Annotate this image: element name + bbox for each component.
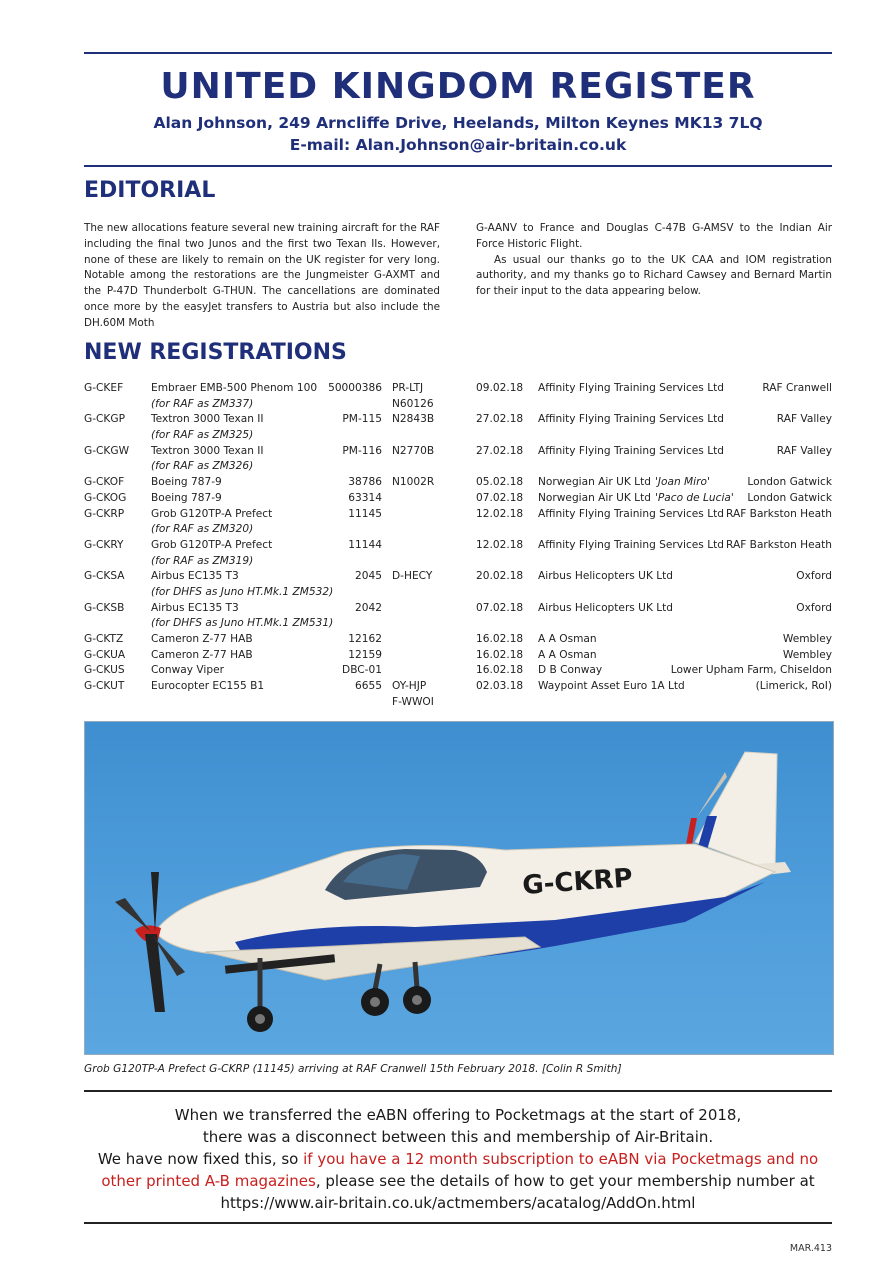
cell-owner-text: Norwegian Air UK Ltd (538, 476, 651, 489)
notice-line-4-highlight: other printed A-B magazines (101, 1172, 316, 1190)
author-address: Alan Johnson, 249 Arncliffe Drive, Heelands, Milton Keynes MK13 7LQ (153, 114, 763, 132)
cell-loc: RAF Barkston Heath (726, 507, 832, 520)
notice-line-3-highlight: if you have a 12 month subscription to eABN via Pocketmags and no (303, 1150, 819, 1168)
cell-date: 12.02.18 (476, 538, 524, 551)
cell-date: 07.02.18 (476, 601, 524, 614)
cell-own: Waypoint Asset Euro 1A Ltd (538, 680, 685, 693)
cell-note: (for RAF as ZM319) (151, 554, 254, 567)
registrations-heading: NEW REGISTRATIONS (84, 340, 347, 365)
cell-cn: PM-115 (342, 413, 382, 426)
cell-note: (for RAF as ZM337) (151, 397, 254, 410)
cell-own: Affinity Flying Training Services Ltd (538, 538, 724, 551)
cell-type: Airbus EC135 T3 (151, 570, 239, 583)
cell-prev2: F-WWOI (392, 695, 434, 708)
editorial-paragraph-1b: G-AANV to France and Douglas C-47B G-AMSV to the Indian Air Force Historic Flight. (476, 222, 832, 250)
cell-loc: RAF Valley (776, 444, 832, 457)
cell-type: Embraer EMB-500 Phenom 100 (151, 382, 318, 394)
cell-date: 20.02.18 (476, 570, 524, 583)
cell-prev: OY-HJP (392, 680, 427, 693)
table-row (84, 601, 832, 632)
cell-date: 07.02.18 (476, 491, 524, 504)
cell-own: Affinity Flying Training Services Ltd (538, 413, 724, 426)
table-row (84, 491, 832, 507)
editorial-paragraph-1a: The new allocations feature several new training aircraft for the RAF including the final two Junos and the first two Texan IIs. However, none of these are likely to remain on the UK register for very long. Notable among the restorations are the Jungmeister G-AXMT and the P-47D Thunderbolt G-THUN. The cancellations are dominated once more by the easyJet transfers to Austria but also include the DH.60M Moth (84, 222, 440, 329)
cell-own (538, 491, 734, 507)
cell-reg: G-CKOF (84, 476, 125, 489)
cell-own: Airbus Helicopters UK Ltd (538, 570, 674, 583)
table-row (84, 412, 832, 443)
editorial-heading: EDITORIAL (84, 178, 216, 203)
cell-reg: G-CKTZ (84, 633, 124, 646)
cell-loc: Wembley (782, 633, 832, 646)
cell-cn: 11145 (348, 507, 382, 520)
table-row (84, 632, 832, 648)
notice-line-3 (84, 1148, 832, 1170)
page-number: MAR.413 (789, 1243, 832, 1254)
cell-cn: 6655 (355, 680, 382, 693)
photo-caption: Grob G120TP-A Prefect G-CKRP (11145) arriving at RAF Cranwell 15th February 2018. [Colin R Smith] (84, 1063, 622, 1075)
cell-note: (for DHFS as Juno HT.Mk.1 ZM531) (151, 617, 334, 630)
cell-loc: Oxford (796, 570, 832, 583)
cell-type: Cameron Z-77 HAB (151, 648, 253, 661)
cell-cn: PM-116 (342, 444, 382, 457)
cell-reg: G-CKRP (84, 507, 125, 520)
notice-link[interactable]: https://www.air-britain.co.uk/actmembers/acatalog/AddOn.html (220, 1194, 696, 1212)
header-rule (84, 165, 832, 167)
page-title: UNITED KINGDOM REGISTER (160, 66, 756, 107)
notice-top-rule (84, 1090, 832, 1092)
cell-own: D B Conway (538, 664, 603, 677)
cell-own: Airbus Helicopters UK Ltd (538, 601, 674, 614)
cell-prev: N2843B (392, 413, 435, 426)
cell-owner-text: Norwegian Air UK Ltd (538, 491, 651, 504)
table-row (84, 648, 832, 664)
cell-own (538, 475, 710, 491)
cell-loc: Oxford (796, 601, 832, 614)
cell-type: Textron 3000 Texan II (151, 444, 264, 457)
cell-reg: G-CKUA (84, 648, 126, 661)
cell-type: Boeing 787-9 (151, 491, 222, 504)
cell-reg: G-CKGW (84, 444, 130, 457)
notice-line-2: there was a disconnect between this and membership of Air-Britain. (202, 1128, 714, 1146)
top-rule (84, 52, 832, 54)
author-email[interactable]: E-mail: Alan.Johnson@air-britain.co.uk (289, 136, 627, 154)
cell-reg: G-CKSA (84, 570, 125, 583)
cell-type: Grob G120TP-A Prefect (151, 507, 273, 520)
cell-note: (for RAF as ZM326) (151, 460, 254, 473)
cell-own: Affinity Flying Training Services Ltd (538, 507, 724, 520)
editorial-paragraph-2: As usual our thanks go to the UK CAA and IOM registration authority, and my thanks go to Richard Cawsey and Bernard Martin for their input to the data appearing below. (476, 253, 832, 298)
table-row (84, 475, 832, 491)
cell-loc: (Limerick, RoI) (755, 680, 832, 693)
cell-cn: 38786 (348, 476, 382, 489)
cell-loc: RAF Barkston Heath (726, 538, 832, 551)
cell-own: A A Osman (538, 633, 597, 646)
cell-cn: DBC-01 (342, 664, 382, 677)
table-row (84, 569, 832, 600)
cell-note: (for RAF as ZM320) (151, 523, 254, 536)
notice-bottom-rule (84, 1222, 832, 1224)
cell-prev: D-HECY (392, 570, 433, 583)
table-row (84, 679, 832, 710)
editorial-column-1 (84, 221, 440, 332)
cell-type: Conway Viper (151, 664, 224, 677)
cell-prev: N2770B (392, 444, 435, 457)
cell-note: (for DHFS as Juno HT.Mk.1 ZM532) (151, 586, 334, 599)
cell-prev2: N60126 (392, 397, 434, 410)
notice-line-1: When we transferred the eABN offering to Pocketmags at the start of 2018, (174, 1106, 742, 1124)
registrations-table (84, 381, 832, 711)
notice-line-4-text: , please see the details of how to get your membership number at (315, 1172, 815, 1190)
cell-type: Eurocopter EC155 B1 (151, 680, 265, 693)
cell-type: Cameron Z-77 HAB (151, 633, 253, 646)
table-row (84, 507, 832, 538)
cell-cn: 2042 (355, 601, 382, 614)
membership-notice (84, 1104, 832, 1214)
aircraft-registration: G-CKRP (521, 863, 634, 901)
cell-date: 27.02.18 (476, 444, 524, 457)
cell-cn: 2045 (355, 570, 382, 583)
cell-date: 09.02.18 (476, 382, 524, 394)
cell-type: Airbus EC135 T3 (151, 601, 239, 614)
cell-loc: RAF Cranwell (762, 382, 832, 394)
cell-own: A A Osman (538, 648, 597, 661)
cell-type: Textron 3000 Texan II (151, 413, 264, 426)
cell-loc: London Gatwick (747, 476, 832, 489)
cell-reg: G-CKEF (84, 382, 124, 394)
cell-cn: 12159 (348, 648, 382, 661)
notice-line-3-text: We have now fixed this, so (97, 1150, 304, 1168)
aircraft-illustration (85, 722, 833, 1054)
cell-date: 02.03.18 (476, 680, 524, 693)
cell-loc: Wembley (782, 648, 832, 661)
cell-loc: RAF Valley (776, 413, 832, 426)
cell-date: 27.02.18 (476, 413, 524, 426)
cell-reg: G-CKSB (84, 601, 125, 614)
notice-line-4 (84, 1170, 832, 1192)
cell-owner-aircraft-name: 'Paco de Lucia' (654, 491, 734, 504)
cell-prev: PR-LTJ (392, 382, 424, 394)
cell-date: 16.02.18 (476, 648, 524, 661)
cell-own: Affinity Flying Training Services Ltd (538, 444, 724, 457)
cell-reg: G-CKUT (84, 680, 125, 693)
cell-note: (for RAF as ZM325) (151, 429, 254, 442)
table-row (84, 381, 832, 412)
cell-date: 12.02.18 (476, 507, 524, 520)
cell-reg: G-CKGP (84, 413, 125, 426)
cell-loc: Lower Upham Farm, Chiseldon (670, 664, 832, 677)
table-row (84, 663, 832, 679)
cell-type: Grob G120TP-A Prefect (151, 538, 273, 551)
cell-date: 05.02.18 (476, 476, 524, 489)
aircraft-photo (84, 721, 834, 1055)
table-row (84, 538, 832, 569)
cell-cn: 50000386 (328, 382, 382, 394)
cell-cn: 11144 (348, 538, 382, 551)
cell-date: 16.02.18 (476, 664, 524, 677)
cell-type: Boeing 787-9 (151, 476, 222, 489)
cell-cn: 63314 (348, 491, 382, 504)
editorial-column-2 (476, 221, 832, 300)
cell-loc: London Gatwick (747, 491, 832, 504)
cell-reg: G-CKRY (84, 538, 124, 551)
cell-cn: 12162 (348, 633, 382, 646)
cell-own: Affinity Flying Training Services Ltd (538, 382, 724, 394)
table-row (84, 444, 832, 475)
cell-reg: G-CKOG (84, 491, 127, 504)
cell-reg: G-CKUS (84, 664, 125, 677)
cell-prev: N1002R (392, 476, 435, 489)
cell-date: 16.02.18 (476, 633, 524, 646)
cell-owner-aircraft-name: 'Joan Miro' (654, 476, 710, 489)
